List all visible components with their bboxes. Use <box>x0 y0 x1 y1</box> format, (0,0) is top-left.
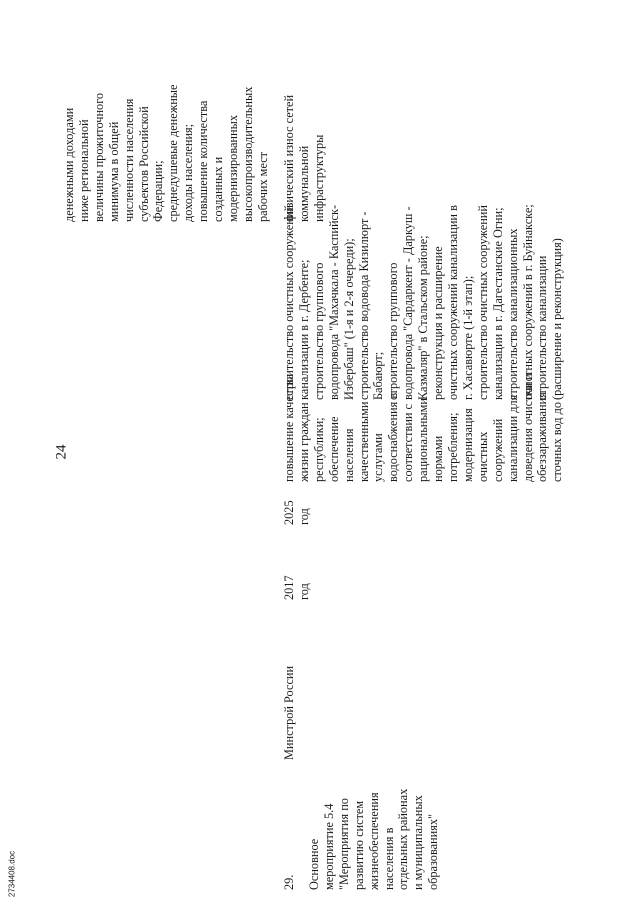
text-line: доведения очистки и <box>520 373 535 482</box>
text-line: высокопроизводительных <box>240 86 255 222</box>
text-line: очистных сооружений канализации в <box>445 205 460 400</box>
text-line: инфраструктуры <box>311 134 326 222</box>
text-line: Основное <box>307 838 321 890</box>
text-line: рабочих мест <box>255 151 270 222</box>
text-line: строительство группового <box>311 262 326 400</box>
text-line: образованиях" <box>426 813 441 890</box>
text-line: денежными доходами <box>62 107 76 222</box>
text-line: нормами <box>431 435 446 482</box>
event-name-cell <box>307 789 441 890</box>
text-line: Федерации; <box>151 160 166 222</box>
text-line: (расширение и реконструкция) <box>550 238 565 400</box>
text-line: повышение качества <box>282 373 296 482</box>
text-line: строительство очистных сооружений <box>475 205 490 400</box>
text-line: минимума в общей <box>106 121 121 222</box>
text-line: год <box>296 508 311 525</box>
text-line: реконструкция и расширение <box>431 246 446 400</box>
works-list-cell <box>282 204 565 400</box>
text-line: среднедушевые денежные <box>166 84 181 222</box>
text-line: сточных вод до <box>550 401 565 482</box>
text-line: Казмаляр" в Стальском районе; <box>416 235 431 400</box>
text-line: отдельных районах <box>396 788 411 890</box>
text-line: модернизация <box>460 408 475 482</box>
text-line: численности населения <box>121 98 136 222</box>
text-line: строительство канализационных <box>505 228 520 400</box>
text-line: Минстрой России <box>282 665 296 760</box>
text-line: ниже региональной <box>76 119 91 222</box>
text-line: повышение количества <box>196 100 211 222</box>
text-line: водопровода "Сардаркент - Даркуш - <box>401 206 416 400</box>
footer-filename: 2734408.doc <box>7 850 17 898</box>
text-line: строительство очистных сооружений <box>282 205 296 400</box>
text-line: г. Хасавюрте (1-й этап); <box>460 275 475 400</box>
prev-row-continuation <box>62 84 271 222</box>
text-line: услугами <box>371 433 386 482</box>
text-line: республики; <box>311 417 326 482</box>
page-number: 24 <box>53 444 70 460</box>
text-line: качественными <box>356 401 371 482</box>
text-line: жизни граждан <box>296 402 311 482</box>
row-number: 29. <box>282 874 296 890</box>
text-line: 2017 <box>282 575 296 600</box>
text-line: строительство группового <box>386 262 401 400</box>
text-line: созданных и <box>211 156 226 222</box>
text-line: доходы населения; <box>181 123 196 222</box>
text-line: канализации в г. Дагестанские Огни; <box>490 207 505 400</box>
text-line: Избербаш" (1-я и 2-я очереди); <box>341 238 356 400</box>
text-line: 2025 <box>282 500 296 525</box>
text-line: Бабаюрт; <box>371 351 386 400</box>
text-line: физический износ сетей <box>282 94 296 222</box>
text-line: канализации для <box>505 394 520 482</box>
text-line: субъектов Российской <box>136 106 151 222</box>
text-line: год <box>296 583 311 600</box>
text-line: канализации в г. Дербенте; <box>296 259 311 400</box>
text-line: мероприятие 5.4 <box>321 803 336 890</box>
text-line: рациональными <box>416 397 431 482</box>
text-line: соответствии с <box>401 403 416 482</box>
text-line: строительство канализации <box>535 255 550 400</box>
text-line: водоснабжения в <box>386 392 401 482</box>
text-line: очистных <box>475 431 490 482</box>
start-year-cell <box>282 575 312 600</box>
text-line: водопровода "Махачкала - Каспийск- <box>326 204 341 400</box>
text-line: величины прожиточного <box>91 92 106 222</box>
text-line: населения в <box>381 827 396 890</box>
executor-cell <box>282 666 297 760</box>
text-line: сооружений <box>490 418 505 482</box>
text-line: обеспечение <box>326 416 341 482</box>
text-line: населения <box>341 428 356 482</box>
end-year-cell <box>282 500 312 525</box>
text-line: модернизированных <box>225 114 240 222</box>
text-line: обеззараживания <box>535 392 550 482</box>
text-line: строительство водовода Кизилюрт - <box>356 211 371 400</box>
text-line: очистных сооружений в г. Буйнакске; <box>520 204 535 400</box>
text-line: потребления; <box>445 412 460 482</box>
text-line: коммунальной <box>296 145 311 222</box>
text-line: "Мероприятия по <box>336 798 351 890</box>
problems-cell <box>282 95 327 222</box>
text-line: развитию систем <box>351 800 366 890</box>
text-line: и муниципальных <box>411 795 426 890</box>
text-line: жизнеобеспечения <box>366 792 381 890</box>
